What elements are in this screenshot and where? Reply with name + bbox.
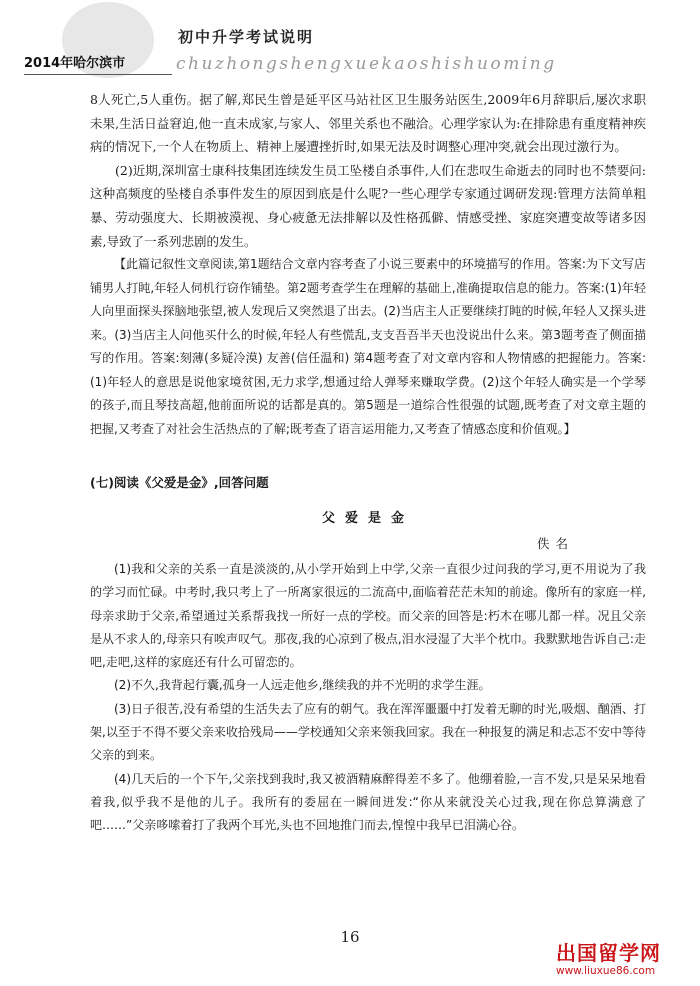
story-author: 佚名: [536, 536, 574, 552]
watermark-name: 出国留学网: [556, 941, 661, 965]
header-city-year: 2014年哈尔滨市: [24, 56, 126, 71]
section-title: (七)阅读《父爱是金》,回答问题: [90, 475, 269, 491]
page-content: [90, 88, 646, 838]
story-paragraph: (1)我和父亲的关系一直是淡淡的,从小学开始到上中学,父亲一直很少过问我的学习,更不用说为了我的学习而忙碌。中考时,我只考上了一所离家很远的二流高中,面临着茫茫未知的前途。像所有的家庭一样,母亲求助于父亲,希望通过关系帮我找一所好一点的学校。而父亲的回答是:朽木在哪儿都一样。况且父亲是从不求人的,母亲只有唉声叹气。那夜,我的心凉到了极点,泪水浸湿了大半个枕巾。我默默地告诉自己:走吧,走吧,这样的家庭还有什么可留恋的。: [90, 561, 646, 670]
watermark-logo: [556, 942, 661, 978]
header-title: 初中升学考试说明: [178, 28, 315, 46]
answer-note: 【此篇记叙性文章阅读,第1题结合文章内容考查了小说三要素中的环境描写的作用。答案:为下文写店铺男人打盹,年轻人伺机行窃作铺垫。第2题考查学生在理解的基础上,准确提取信息的能力。答案:(1)年轻人向里面探头探脑地张望,被人发现后又突然退了出去。(2)当店主人正要继续打盹的时候,年轻人又探头进来。(3)当店主人问他买什么的时候,年轻人有些慌乱,支支吾吾半天也没说出什么来。第3题考查了侧面描写的作用。答案:刻薄(多疑冷漠) 友善(信任温和) 第4题考查了对文章内容和人物情感的把握能力。答案:(1)年轻人的意思是说他家境贫困,无力求学,想通过给人弹琴来赚取学费。(2)这个年轻人确实是一个学琴的孩子,而且琴技高超,他前面所说的话都是真的。第5题是一道综合性很强的试题,既考查了对文章主题的把握,又考查了对社会生活热点的了解;既考查了语言运用能力,又考查了情感态度和价值观。】: [90, 257, 647, 436]
story-paragraph: (2)不久,我背起行囊,孤身一人远走他乡,继续我的并不光明的求学生涯。: [114, 678, 491, 693]
paragraph: (2)近期,深圳富士康科技集团连续发生员工坠楼自杀事件,人们在悲叹生命逝去的同时也不禁要问:这种高频度的坠楼自杀事件发生的原因到底是什么呢?一些心理学专家通过调研发现:管理方法简单粗暴、劳动强度大、长期被漠视、身心疲惫无法排解以及性格孤僻、情感受挫、家庭突遭变故等诸多因素,导致了一系列悲剧的发生。: [90, 162, 646, 249]
page-number: 16: [340, 928, 360, 946]
story-title: 父爱是金: [321, 510, 414, 526]
story-paragraph: (3)日子很苦,没有希望的生活失去了应有的朝气。我在浑浑噩噩中打发着无聊的时光,吸烟、酗酒、打架,以至于不得不要父亲来收拾残局——学校通知父亲来领我回家。我在一种报复的满足和忐忑不安中等待父亲的到来。: [90, 701, 646, 763]
story-paragraph: (4)几天后的一个下午,父亲找到我时,我又被酒精麻醉得差不多了。他绷着脸,一言不发,只是呆呆地看着我,似乎我不是他的儿子。我所有的委屈在一瞬间迸发:“你从来就没关心过我,现在你总算满意了吧……”父亲哆嗦着打了我两个耳光,头也不回地推门而去,惶惶中我早已泪满心谷。: [90, 771, 646, 833]
story-body: [90, 558, 646, 838]
paragraph-continued: 8人死亡,5人重伤。据了解,郑民生曾是延平区马站社区卫生服务站医生,2009年6月辞职后,屡次求职未果,生活日益窘迫,他一直未成家,与家人、邻里关系也不融洽。心理学家认为:在排除患有重度精神疾病的情况下,一个人在物质上、精神上屡遭挫折时,如果无法及时调整心理冲突,就会出现过激行为。: [90, 92, 646, 155]
header-pinyin: chuzhongshengxuekaoshishuoming: [176, 54, 557, 74]
header-rule: [24, 74, 172, 75]
watermark-url: www.liuxue86.com: [556, 965, 656, 977]
